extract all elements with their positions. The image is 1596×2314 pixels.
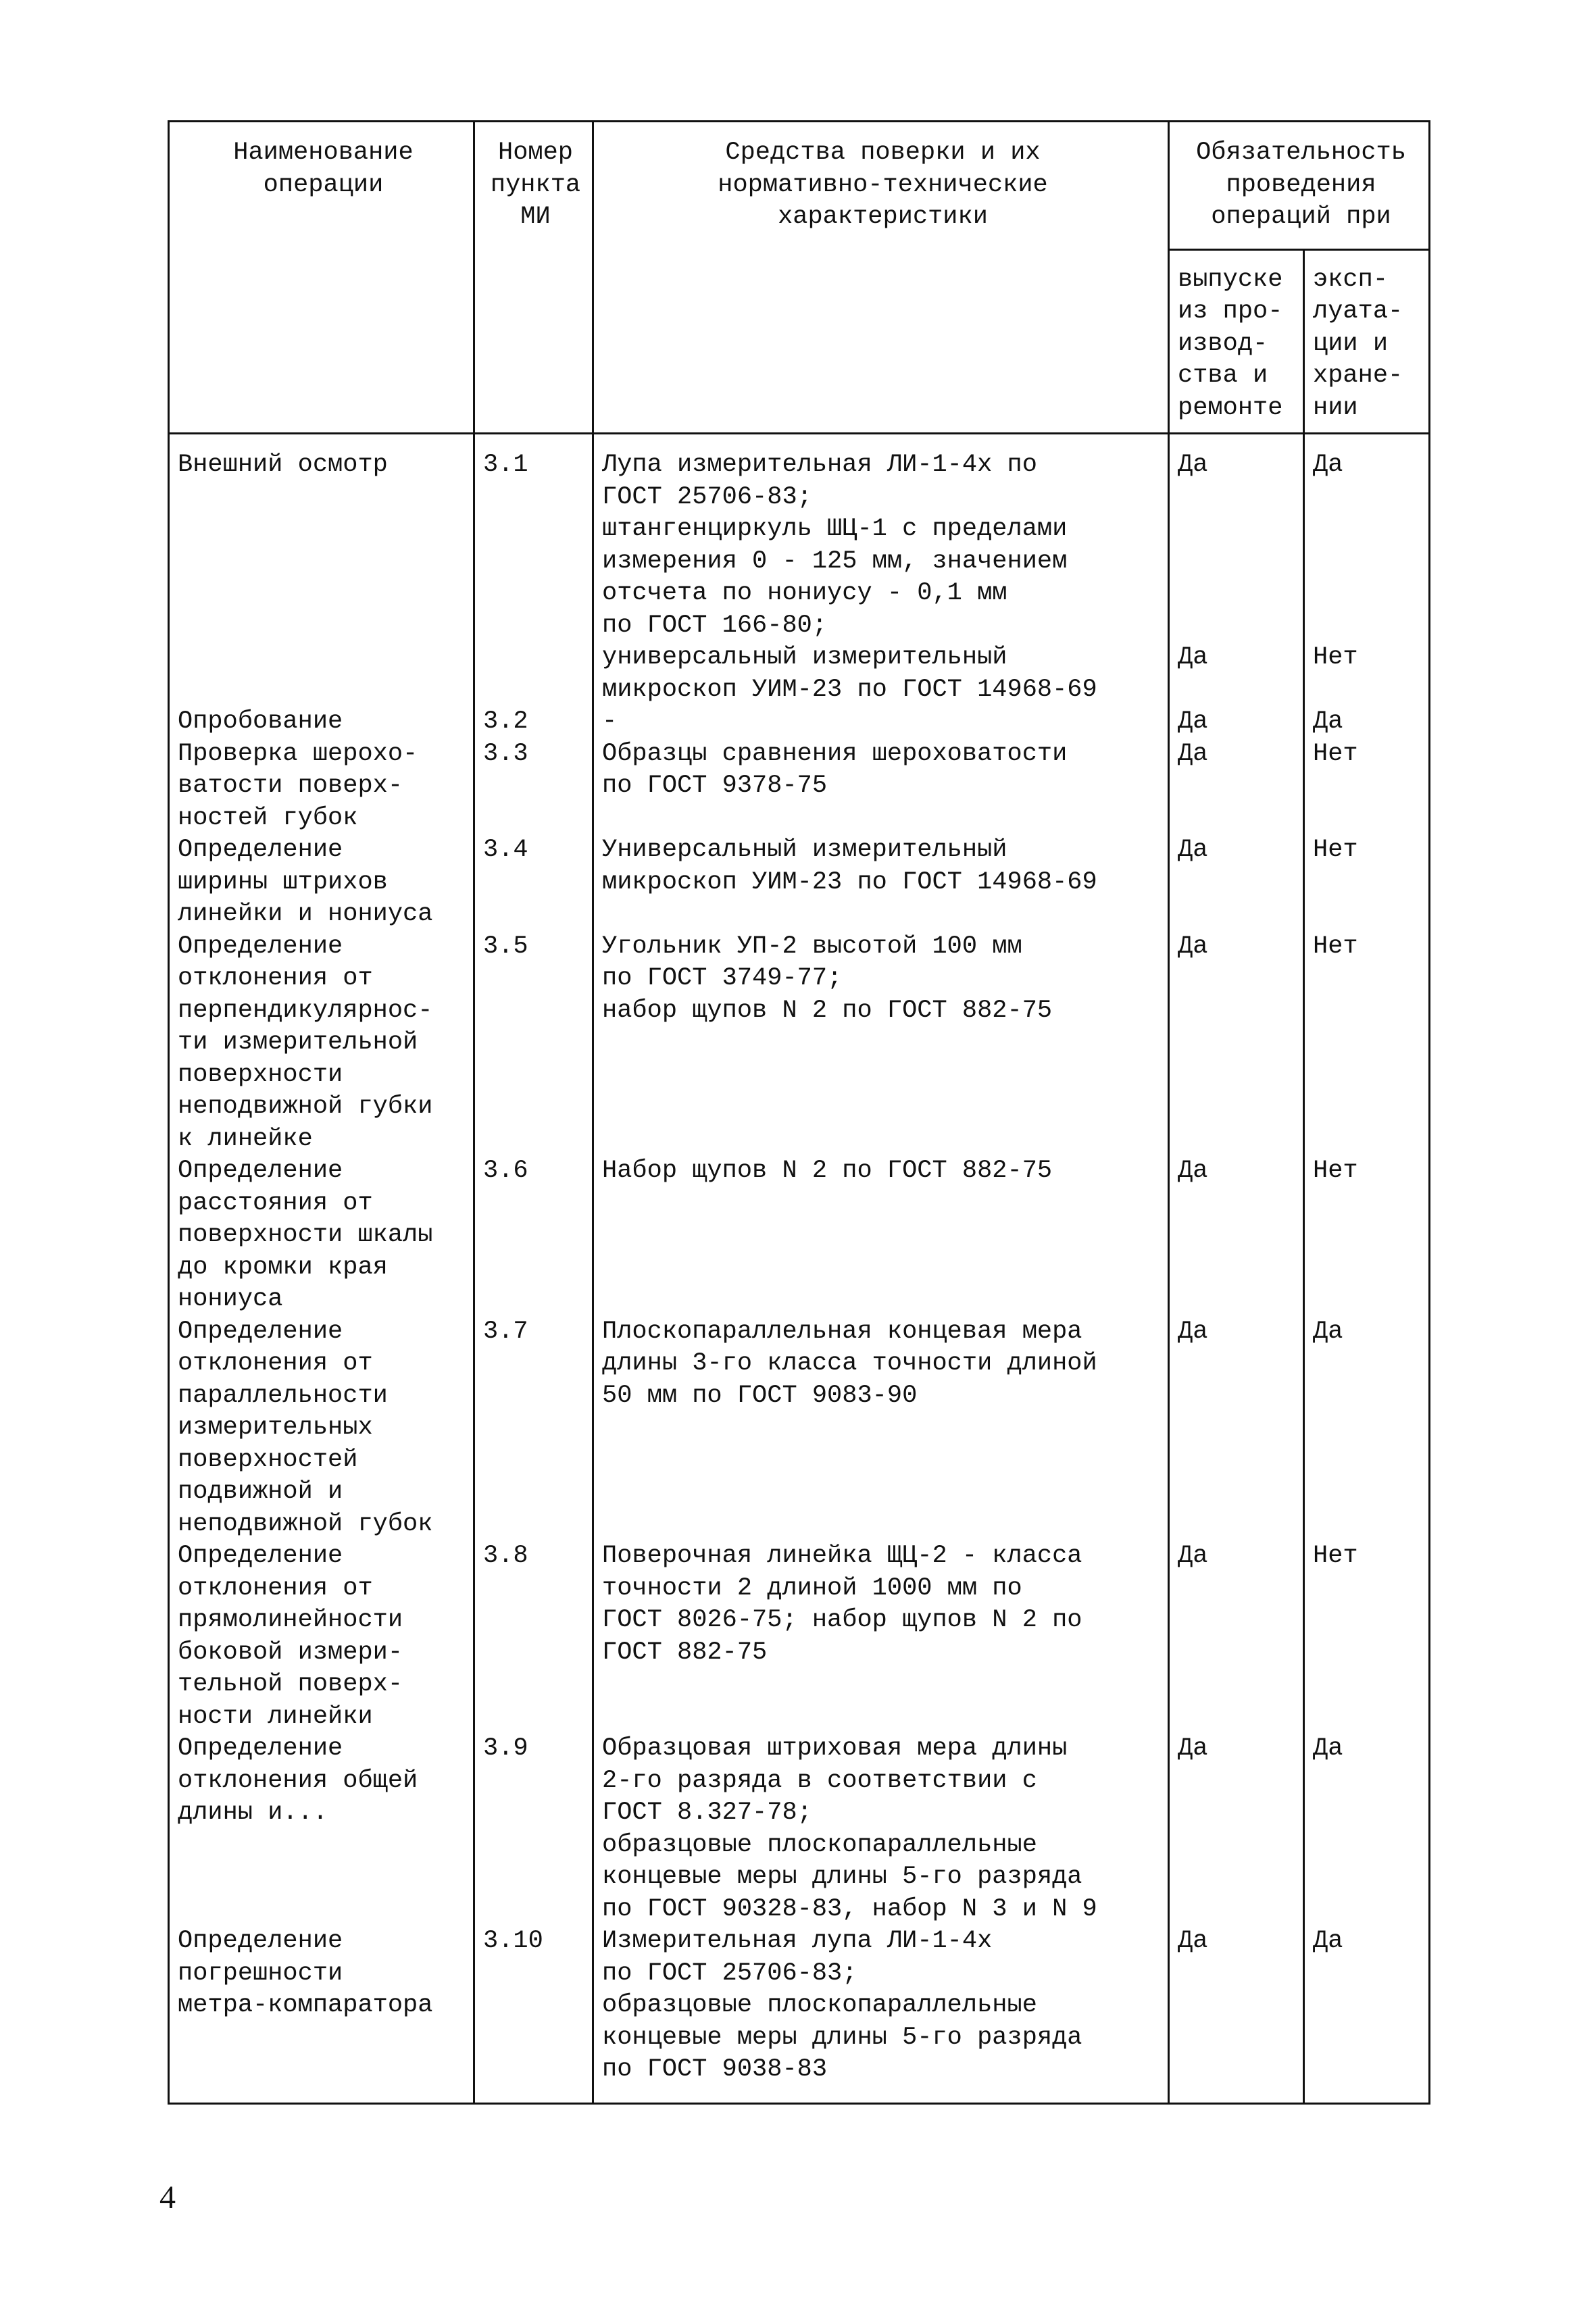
release-cell: Да <box>1169 834 1304 931</box>
release-cell: Да <box>1169 706 1304 738</box>
item-number-cell: 3.7 <box>474 1316 593 1541</box>
header-release: выпуске из про- извод- ства и ремонте <box>1169 249 1304 434</box>
exploitation-cell: Нет <box>1304 1540 1430 1733</box>
table-row <box>169 1316 1430 1541</box>
operation-name-cell: Определение отклонения общей длины и... <box>169 1733 474 1926</box>
verification-means-cell: Лупа измерительная ЛИ-1-4х по ГОСТ 25706-83; штангенциркуль ШЦ-1 с пределами измерения 0 - 125 мм, значением отсчета по нониусу - 0,1 мм по ГОСТ 166-80; универсальный измерительный микроскоп УИМ-23 по ГОСТ 14968-69 <box>593 434 1169 707</box>
release-cell: Да <box>1169 1733 1304 1926</box>
table-row <box>169 434 1430 707</box>
operation-name-cell: Определение отклонения от прямолинейности боковой измери- тельной поверх- ности линейки <box>169 1540 474 1733</box>
item-number-cell: 3.3 <box>474 738 593 835</box>
exploitation-cell: Да <box>1304 1926 1430 2103</box>
table-row <box>169 1926 1430 2103</box>
operation-name-cell: Определение расстояния от поверхности шкалы до кромки края нониуса <box>169 1155 474 1316</box>
operation-name-cell: Определение отклонения от перпендикулярнос- ти измерительной поверхности неподвижной губки к линейке <box>169 931 474 1156</box>
item-number-cell: 3.8 <box>474 1540 593 1733</box>
item-number-cell: 3.1 <box>474 434 593 707</box>
operation-name-cell: Определение отклонения от параллельности измерительных поверхностей подвижной и неподвижной губок <box>169 1316 474 1541</box>
operation-name-cell: Определение погрешности метра-компаратора <box>169 1926 474 2103</box>
exploitation-cell: Нет <box>1304 931 1430 1156</box>
release-cell: Да <box>1169 1926 1304 2103</box>
verification-means-cell: Универсальный измерительный микроскоп УИМ-23 по ГОСТ 14968-69 <box>593 834 1169 931</box>
operation-name-cell: Определение ширины штрихов линейки и нониуса <box>169 834 474 931</box>
page-number: 4 <box>159 2180 176 2215</box>
verification-means-cell: Образцы сравнения шероховатости по ГОСТ 9378-75 <box>593 738 1169 835</box>
verification-means-cell: Угольник УП-2 высотой 100 мм по ГОСТ 3749-77; набор щупов N 2 по ГОСТ 882-75 <box>593 931 1169 1156</box>
header-item-number: Номер пункта МИ <box>474 122 593 434</box>
exploitation-cell: Да Нет <box>1304 434 1430 707</box>
exploitation-cell: Да <box>1304 1316 1430 1541</box>
exploitation-cell: Да <box>1304 1733 1430 1926</box>
release-cell: Да Да <box>1169 434 1304 707</box>
operation-name-cell: Проверка шерохо- ватости поверх- ностей губок <box>169 738 474 835</box>
item-number-cell: 3.2 <box>474 706 593 738</box>
verification-means-cell: Набор щупов N 2 по ГОСТ 882-75 <box>593 1155 1169 1316</box>
table-row <box>169 1155 1430 1316</box>
table-row <box>169 706 1430 738</box>
verification-means-cell: Образцовая штриховая мера длины 2-го разряда в соответствии с ГОСТ 8.327-78; образцовые плоскопараллельные концевые меры длины 5-го разряда по ГОСТ 90328-83, набор N 3 и N 9 <box>593 1733 1169 1926</box>
header-obligatory: Обязательность проведения операций при <box>1169 122 1430 250</box>
release-cell: Да <box>1169 1155 1304 1316</box>
header-exploitation: эксп- луата- ции и хране- нии <box>1304 249 1430 434</box>
table-row <box>169 1540 1430 1733</box>
release-cell: Да <box>1169 931 1304 1156</box>
table-row <box>169 834 1430 931</box>
item-number-cell: 3.4 <box>474 834 593 931</box>
verification-means-cell: - <box>593 706 1169 738</box>
table-row <box>169 738 1430 835</box>
table-header-row <box>169 122 1430 250</box>
table-row <box>169 931 1430 1156</box>
verification-means-cell: Поверочная линейка ЩЦ-2 - класса точности 2 длиной 1000 мм по ГОСТ 8026-75; набор щупов N 2 по ГОСТ 882-75 <box>593 1540 1169 1733</box>
item-number-cell: 3.9 <box>474 1733 593 1926</box>
verification-means-cell: Плоскопараллельная концевая мера длины 3-го класса точности длиной 50 мм по ГОСТ 9083-90 <box>593 1316 1169 1541</box>
verification-means-cell: Измерительная лупа ЛИ-1-4х по ГОСТ 25706-83; образцовые плоскопараллельные концевые меры длины 5-го разряда по ГОСТ 9038-83 <box>593 1926 1169 2103</box>
table-row <box>169 1733 1430 1926</box>
release-cell: Да <box>1169 1540 1304 1733</box>
item-number-cell: 3.10 <box>474 1926 593 2103</box>
exploitation-cell: Нет <box>1304 738 1430 835</box>
exploitation-cell: Нет <box>1304 1155 1430 1316</box>
header-operation-name: Наименование операции <box>169 122 474 434</box>
verification-operations-table <box>168 120 1430 2105</box>
operation-name-cell: Опробование <box>169 706 474 738</box>
item-number-cell: 3.6 <box>474 1155 593 1316</box>
exploitation-cell: Нет <box>1304 834 1430 931</box>
header-verification-means: Средства поверки и их нормативно-технические характеристики <box>593 122 1169 434</box>
item-number-cell: 3.5 <box>474 931 593 1156</box>
release-cell: Да <box>1169 738 1304 835</box>
operation-name-cell: Внешний осмотр <box>169 434 474 707</box>
release-cell: Да <box>1169 1316 1304 1541</box>
exploitation-cell: Да <box>1304 706 1430 738</box>
